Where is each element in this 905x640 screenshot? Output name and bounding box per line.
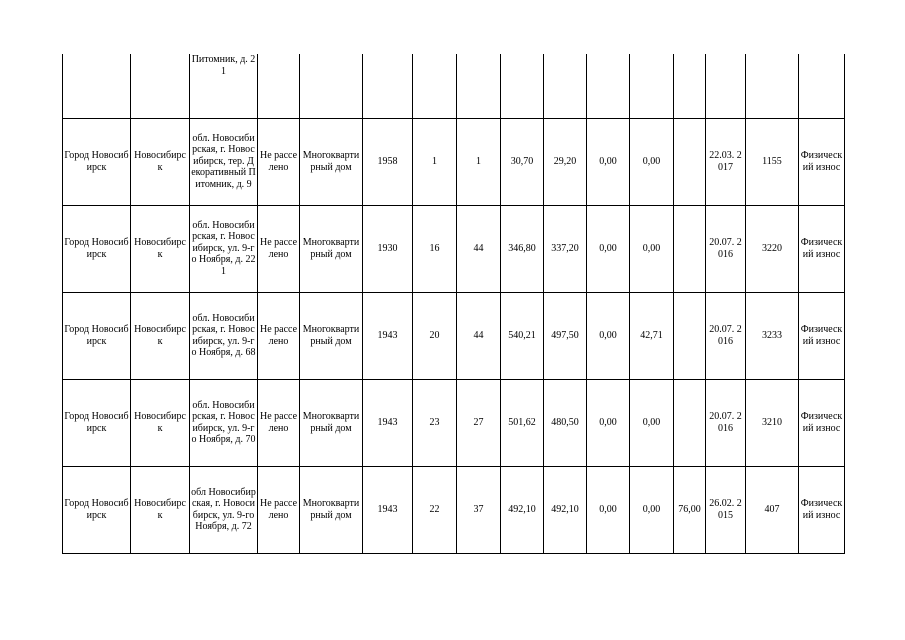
date-cell: 22.03. 2017 — [706, 118, 746, 205]
housing-register-table — [62, 54, 845, 554]
area-a-cell: 0,00 — [587, 205, 630, 292]
apartments-cell: 1 — [457, 118, 501, 205]
apartments-cell: 37 — [457, 466, 501, 553]
status-cell: Не расселено — [258, 118, 300, 205]
area-total-cell: 492,10 — [501, 466, 544, 553]
area-living-cell: 337,20 — [544, 205, 587, 292]
address-cell: обл. Новосибирская, г. Новосибирск, тер. Декоративный Питомник, д. 9 — [190, 118, 258, 205]
house-type-cell: Многоквартирный дом — [300, 466, 363, 553]
reason-cell: Физический износ — [799, 118, 845, 205]
address-cell: обл. Новосибирская, г. Новосибирск, ул. 9-го Ноября, д. 221 — [190, 205, 258, 292]
area-c-cell — [674, 292, 706, 379]
settlement-cell: Новосибирск — [131, 466, 190, 553]
floors-cell — [413, 54, 457, 118]
address-cell: обл. Новосибирская, г. Новосибирск, ул. 9-го Ноября, д. 70 — [190, 379, 258, 466]
apartments-cell — [457, 54, 501, 118]
apartments-cell: 44 — [457, 205, 501, 292]
settlement-cell — [131, 54, 190, 118]
area-b-cell: 0,00 — [630, 118, 674, 205]
floors-cell: 1 — [413, 118, 457, 205]
year-cell: 1943 — [363, 379, 413, 466]
year-cell: 1943 — [363, 466, 413, 553]
area-b-cell: 0,00 — [630, 379, 674, 466]
table-row — [63, 292, 845, 379]
area-c-cell — [674, 54, 706, 118]
year-cell — [363, 54, 413, 118]
year-cell: 1943 — [363, 292, 413, 379]
date-cell — [706, 54, 746, 118]
table-row — [63, 466, 845, 553]
area-living-cell: 29,20 — [544, 118, 587, 205]
doc-number-cell: 407 — [746, 466, 799, 553]
area-a-cell: 0,00 — [587, 466, 630, 553]
settlement-cell: Новосибирск — [131, 292, 190, 379]
municipality-cell: Город Новосибирск — [63, 118, 131, 205]
year-cell: 1930 — [363, 205, 413, 292]
area-total-cell: 346,80 — [501, 205, 544, 292]
apartments-cell: 44 — [457, 292, 501, 379]
date-cell: 20.07. 2016 — [706, 379, 746, 466]
year-cell: 1958 — [363, 118, 413, 205]
status-cell: Не расселено — [258, 466, 300, 553]
area-a-cell: 0,00 — [587, 379, 630, 466]
house-type-cell: Многоквартирный дом — [300, 379, 363, 466]
doc-number-cell — [746, 54, 799, 118]
area-total-cell — [501, 54, 544, 118]
settlement-cell: Новосибирск — [131, 205, 190, 292]
area-living-cell: 497,50 — [544, 292, 587, 379]
reason-cell: Физический износ — [799, 379, 845, 466]
house-type-cell: Многоквартирный дом — [300, 118, 363, 205]
settlement-cell: Новосибирск — [131, 118, 190, 205]
municipality-cell: Город Новосибирск — [63, 466, 131, 553]
house-type-cell: Многоквартирный дом — [300, 292, 363, 379]
table-row — [63, 205, 845, 292]
area-total-cell: 30,70 — [501, 118, 544, 205]
floors-cell: 23 — [413, 379, 457, 466]
area-b-cell: 42,71 — [630, 292, 674, 379]
area-b-cell: 0,00 — [630, 466, 674, 553]
area-living-cell: 492,10 — [544, 466, 587, 553]
address-cell: обл Новосибирская, г. Новосибирск, ул. 9-го Ноября, д. 72 — [190, 466, 258, 553]
area-living-cell: 480,50 — [544, 379, 587, 466]
reason-cell: Физический износ — [799, 292, 845, 379]
area-a-cell: 0,00 — [587, 118, 630, 205]
floors-cell: 16 — [413, 205, 457, 292]
status-cell — [258, 54, 300, 118]
table-row — [63, 54, 845, 118]
status-cell: Не расселено — [258, 205, 300, 292]
area-living-cell — [544, 54, 587, 118]
area-total-cell: 501,62 — [501, 379, 544, 466]
municipality-cell — [63, 54, 131, 118]
reason-cell: Физический износ — [799, 205, 845, 292]
date-cell: 20.07. 2016 — [706, 292, 746, 379]
doc-number-cell: 3233 — [746, 292, 799, 379]
area-b-cell: 0,00 — [630, 205, 674, 292]
table-row — [63, 379, 845, 466]
doc-number-cell: 3210 — [746, 379, 799, 466]
house-type-cell: Многоквартирный дом — [300, 205, 363, 292]
table-row — [63, 118, 845, 205]
status-cell: Не расселено — [258, 292, 300, 379]
apartments-cell: 27 — [457, 379, 501, 466]
area-b-cell — [630, 54, 674, 118]
floors-cell: 20 — [413, 292, 457, 379]
date-cell: 26.02. 2015 — [706, 466, 746, 553]
reason-cell: Физический износ — [799, 466, 845, 553]
area-a-cell: 0,00 — [587, 292, 630, 379]
doc-number-cell: 1155 — [746, 118, 799, 205]
address-cell: Питомник, д. 21 — [190, 54, 258, 118]
municipality-cell: Город Новосибирск — [63, 379, 131, 466]
date-cell: 20.07. 2016 — [706, 205, 746, 292]
settlement-cell: Новосибирск — [131, 379, 190, 466]
municipality-cell: Город Новосибирск — [63, 292, 131, 379]
area-c-cell: 76,00 — [674, 466, 706, 553]
municipality-cell: Город Новосибирск — [63, 205, 131, 292]
address-cell: обл. Новосибирская, г. Новосибирск, ул. 9-го Ноября, д. 68 — [190, 292, 258, 379]
floors-cell: 22 — [413, 466, 457, 553]
area-c-cell — [674, 379, 706, 466]
area-c-cell — [674, 118, 706, 205]
house-type-cell — [300, 54, 363, 118]
area-total-cell: 540,21 — [501, 292, 544, 379]
status-cell: Не расселено — [258, 379, 300, 466]
area-a-cell — [587, 54, 630, 118]
area-c-cell — [674, 205, 706, 292]
reason-cell — [799, 54, 845, 118]
doc-number-cell: 3220 — [746, 205, 799, 292]
